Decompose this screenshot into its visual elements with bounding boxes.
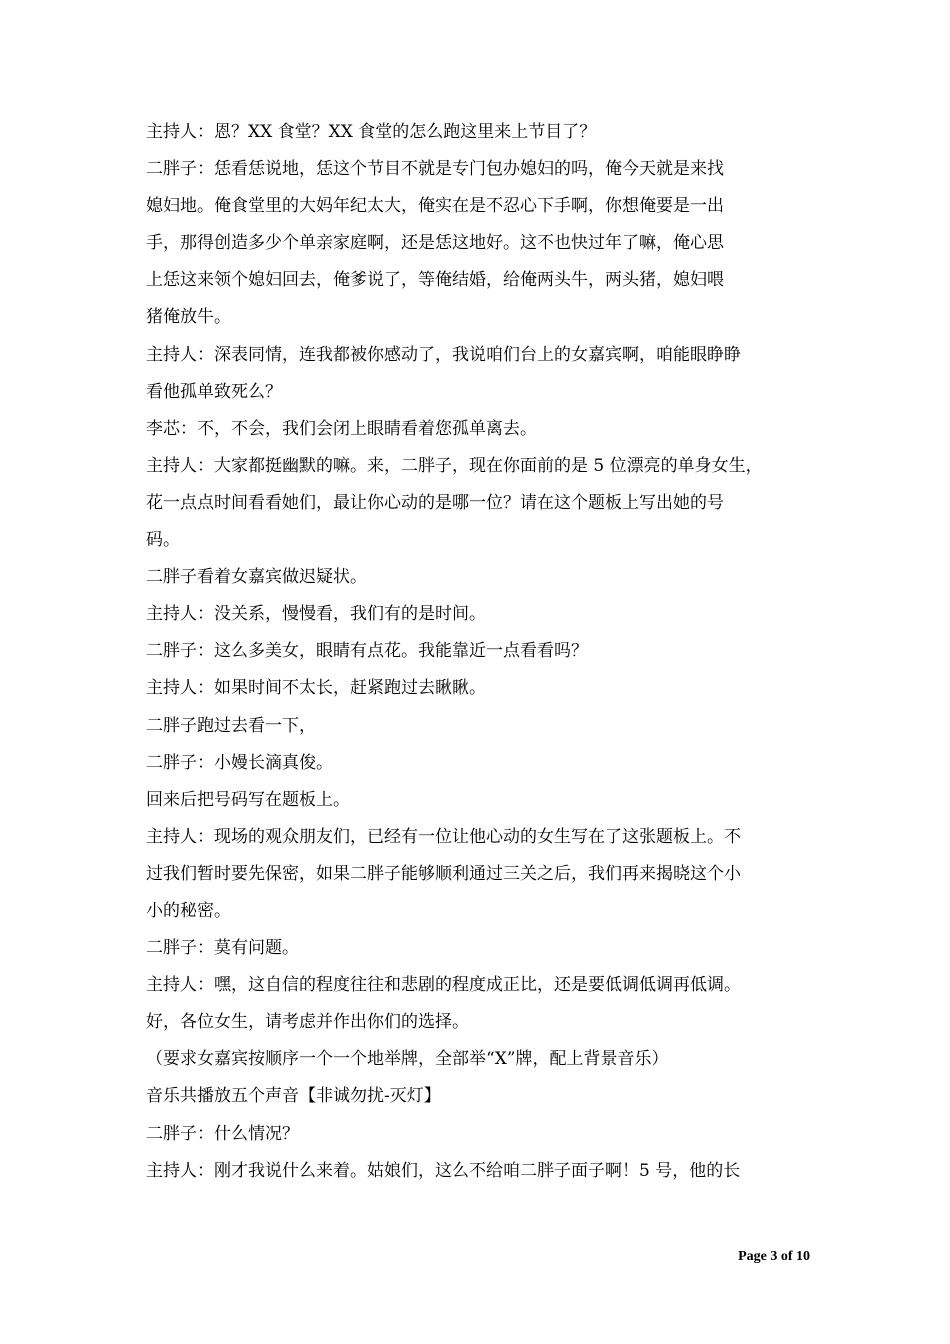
text-line: 主持人：恩？XX 食堂？XX 食堂的怎么跑这里来上节目了？ (146, 122, 597, 142)
text-line: 回来后把号码写在题板上。 (146, 789, 350, 810)
text-line: 看他孤单致死么？ (146, 381, 282, 402)
page-number: 3 (770, 1249, 778, 1264)
text-line: 二胖子跑过去看一下， (146, 715, 316, 736)
text-line: 过我们暂时要先保密，如果二胖子能够顺利通过三关之后，我们再来揭晓这个小 (146, 863, 741, 884)
text-line: 主持人：现场的观众朋友们，已经有一位让他心动的女生写在了这张题板上。不 (146, 826, 741, 847)
text-line: 主持人：如果时间不太长，赶紧跑过去瞅瞅。 (146, 678, 486, 699)
text-line: 手，那得创造多少个单亲家庭啊，还是恁这地好。这不也快过年了嘛，俺心思 (146, 233, 724, 254)
text-line: 主持人：深表同情，连我都被你感动了，我说咱们台上的女嘉宾啊，咱能眼睁睁 (146, 344, 741, 365)
text-line: 小的秘密。 (146, 900, 231, 921)
text-line: 媳妇地。俺食堂里的大妈年纪太大，俺实在是不忍心下手啊，你想俺要是一出 (146, 196, 724, 217)
text-line: 上恁这来领个媳妇回去，俺爹说了，等俺结婚，给俺两头牛，两头猪，媳妇喂 (146, 270, 724, 291)
page-footer (700, 1249, 810, 1265)
text-line: 二胖子：什么情况？ (146, 1123, 299, 1144)
text-line: 主持人：没关系，慢慢看，我们有的是时间。 (146, 604, 486, 625)
text-line: 李芯：不，不会，我们会闭上眼睛看着您孤单离去。 (146, 418, 537, 439)
of-word: of (780, 1249, 793, 1264)
text-line: 主持人：嘿，这自信的程度往往和悲剧的程度成正比，还是要低调低调再低调。 (146, 975, 741, 996)
text-line: 二胖子看着女嘉宾做迟疑状。 (146, 567, 367, 588)
text-line: （要求女嘉宾按顺序一个一个地举牌，全部举“X”牌，配上背景音乐） (146, 1049, 669, 1070)
text-line: 猪俺放牛。 (146, 307, 231, 328)
text-line: 码。 (146, 530, 180, 551)
text-line: 主持人：大家都挺幽默的嘛。来，二胖子，现在你面前的是 5 位漂亮的单身女生， (146, 455, 763, 476)
text-line: 花一点点时间看看她们，最让你心动的是哪一位？请在这个题板上写出她的号 (146, 492, 724, 513)
document-body (146, 114, 810, 1190)
text-line: 二胖子：恁看恁说地，恁这个节目不就是专门包办媳妇的吗，俺今天就是来找 (146, 159, 724, 180)
text-line: 二胖子：莫有问题。 (146, 938, 299, 959)
text-line: 二胖子：这么多美女，眼睛有点花。我能靠近一点看看吗？ (146, 641, 588, 662)
text-line: 好，各位女生，请考虑并作出你们的选择。 (146, 1012, 469, 1033)
text-line: 主持人：刚才我说什么来着。姑娘们，这么不给咱二胖子面子啊！5 号，他的长 (146, 1160, 741, 1181)
page-word: Page (738, 1249, 767, 1264)
text-line: 二胖子：小嫚长滴真俊。 (146, 752, 333, 773)
text-line: 音乐共播放五个声音【非诚勿扰-灭灯】 (146, 1086, 441, 1107)
total-pages: 10 (796, 1249, 810, 1264)
